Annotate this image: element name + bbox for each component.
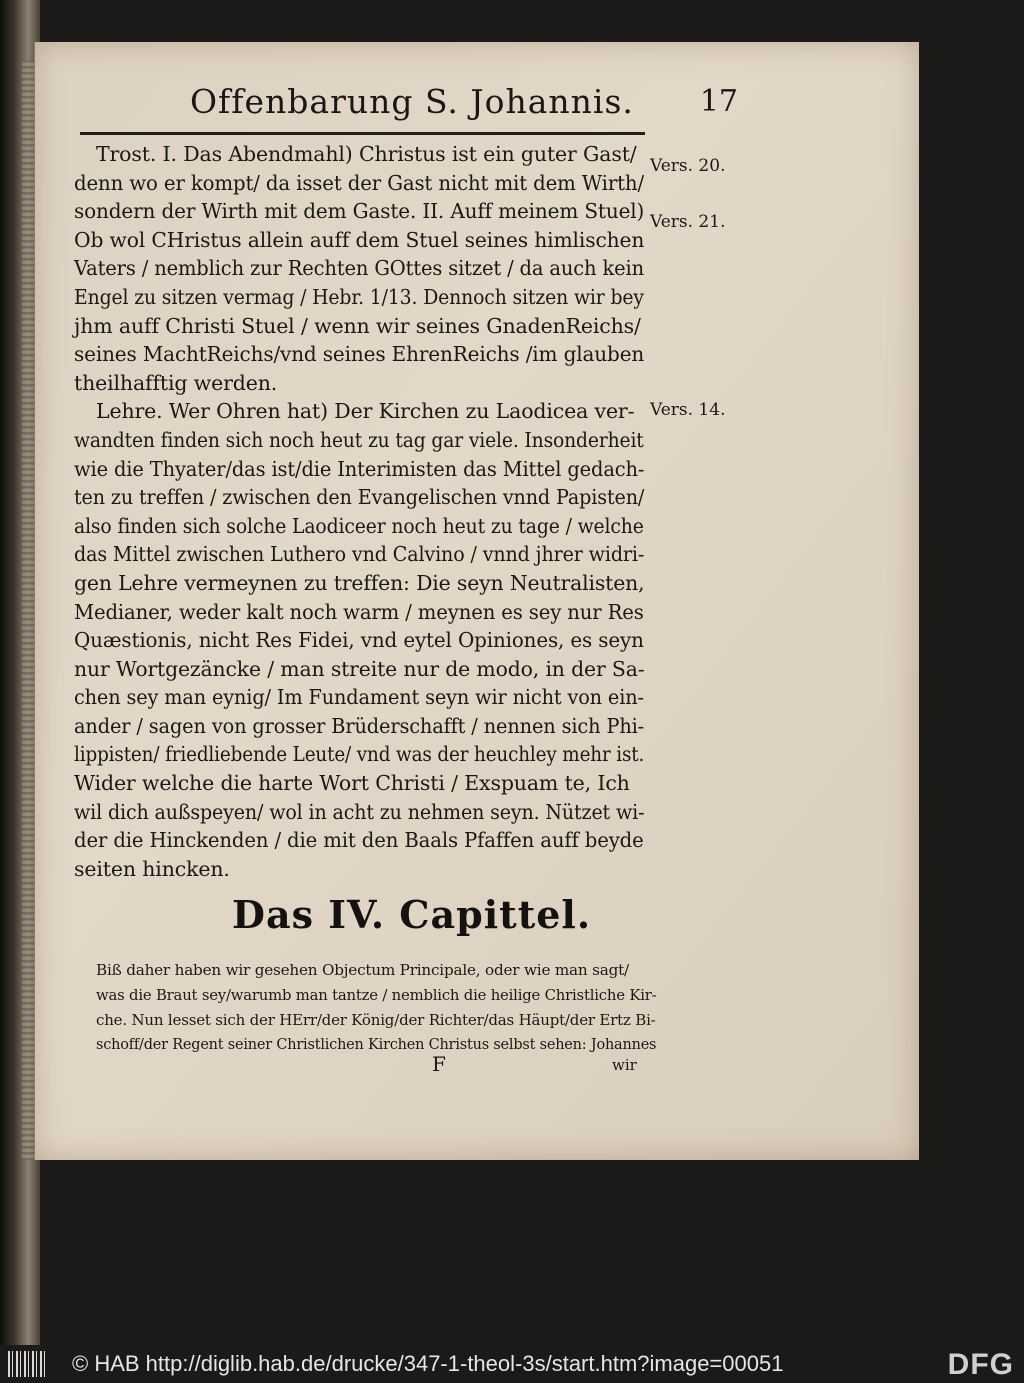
text-line: lippisten/ friedliebende Leute/ vnd was der heuchley mehr ist.: [74, 742, 645, 767]
barcode-icon: [8, 1351, 46, 1377]
text-line: Lehre. Wer Ohren hat) Der Kirchen zu Laodicea ver-: [96, 399, 635, 424]
text-line: ander / sagen von grosser Brüderschafft / nennen sich Phi-: [74, 713, 645, 738]
text-line: das Mittel zwischen Luthero vnd Calvino / vnnd jhrer widri-: [74, 542, 645, 567]
text-line: seiten hincken.: [74, 856, 230, 881]
text-line: Ob wol CHristus allein auff dem Stuel seines himlischen: [74, 227, 645, 252]
text-line: Medianer, weder kalt noch warm / meynen es sey nur Res: [74, 599, 644, 624]
catchword: wir: [612, 1056, 637, 1074]
text-line: wie die Thyater/das ist/die Interimisten das Mittel gedach-: [74, 456, 645, 481]
text-line: also finden sich solche Laodiceer noch heut zu tage / welche: [74, 513, 644, 538]
body-text: [74, 140, 644, 883]
text-line: sondern der Wirth mit dem Gaste. II. Auff meinem Stuel): [74, 199, 645, 224]
text-line: ten zu treffen / zwischen den Evangelischen vnnd Papisten/: [74, 485, 645, 510]
text-line: nur Wortgezäncke / man streite nur de modo, in der Sa-: [74, 656, 645, 681]
chapter-summary: [96, 958, 656, 1057]
text-line: gen Lehre vermeynen zu treffen: Die seyn Neutralisten,: [74, 570, 645, 595]
marginal-note: Vers. 14.: [650, 400, 726, 420]
footer-bar: [0, 1345, 1024, 1383]
text-line: wil dich außspeyen/ wol in acht zu nehmen seyn. Nützet wi-: [74, 799, 645, 824]
summary-line: che. Nun lesset sich der HErr/der König/der Richter/das Häupt/der Ertz Bi-: [96, 1010, 656, 1029]
marginal-note: Vers. 20.: [650, 156, 726, 176]
summary-line: schoff/der Regent seiner Christlichen Kirchen Christus selbst sehen: Johannes: [96, 1035, 657, 1054]
text-line: Quæstionis, nicht Res Fidei, vnd eytel Opiniones, es seyn: [74, 628, 644, 653]
running-title: Offenbarung S. Johannis.: [190, 82, 634, 121]
marginal-note: Vers. 21.: [650, 212, 726, 232]
summary-line: Biß daher haben wir gesehen Objectum Principale, oder wie man sagt/: [96, 961, 629, 979]
summary-line: was die Braut sey/warumb man tantze / nemblich die heilige Christliche Kir-: [96, 985, 657, 1004]
signature-mark: F: [432, 1052, 446, 1076]
dfg-logo: DFG: [947, 1348, 1014, 1381]
credit-link[interactable]: © HAB http://diglib.hab.de/drucke/347-1-theol-3s/start.htm?image=00051: [72, 1351, 784, 1376]
text-line: chen sey man eynig/ Im Fundament seyn wir nicht von ein-: [74, 685, 644, 710]
text-line: Wider welche die harte Wort Christi / Exspuam te, Ich: [74, 771, 630, 796]
header-rule: [80, 132, 645, 135]
text-line: seines MachtReichs/vnd seines EhrenReichs /im glauben: [74, 342, 645, 367]
text-line: Engel zu sitzen vermag / Hebr. 1/13. Dennoch sitzen wir bey: [74, 284, 644, 309]
text-line: Trost. I. Das Abendmahl) Christus ist ein guter Gast/: [96, 142, 637, 166]
text-line: Vaters / nemblich zur Rechten GOttes sitzet / da auch kein: [74, 256, 644, 281]
page-number: 17: [699, 84, 738, 119]
text-line: theilhafftig werden.: [74, 370, 278, 395]
text-line: wandten finden sich noch heut zu tag gar viele. Insonderheit: [74, 427, 644, 452]
text-line: der die Hinckenden / die mit den Baals Pfaffen auff beyde: [74, 828, 644, 853]
chapter-heading: Das IV. Capittel.: [232, 892, 592, 937]
page-header: [190, 82, 750, 128]
text-line: denn wo er kompt/ da isset der Gast nicht mit dem Wirth/: [74, 170, 644, 195]
page-edges: [22, 60, 34, 1160]
text-line: jhm auff Christi Stuel / wenn wir seines GnadenReichs/: [74, 313, 641, 338]
